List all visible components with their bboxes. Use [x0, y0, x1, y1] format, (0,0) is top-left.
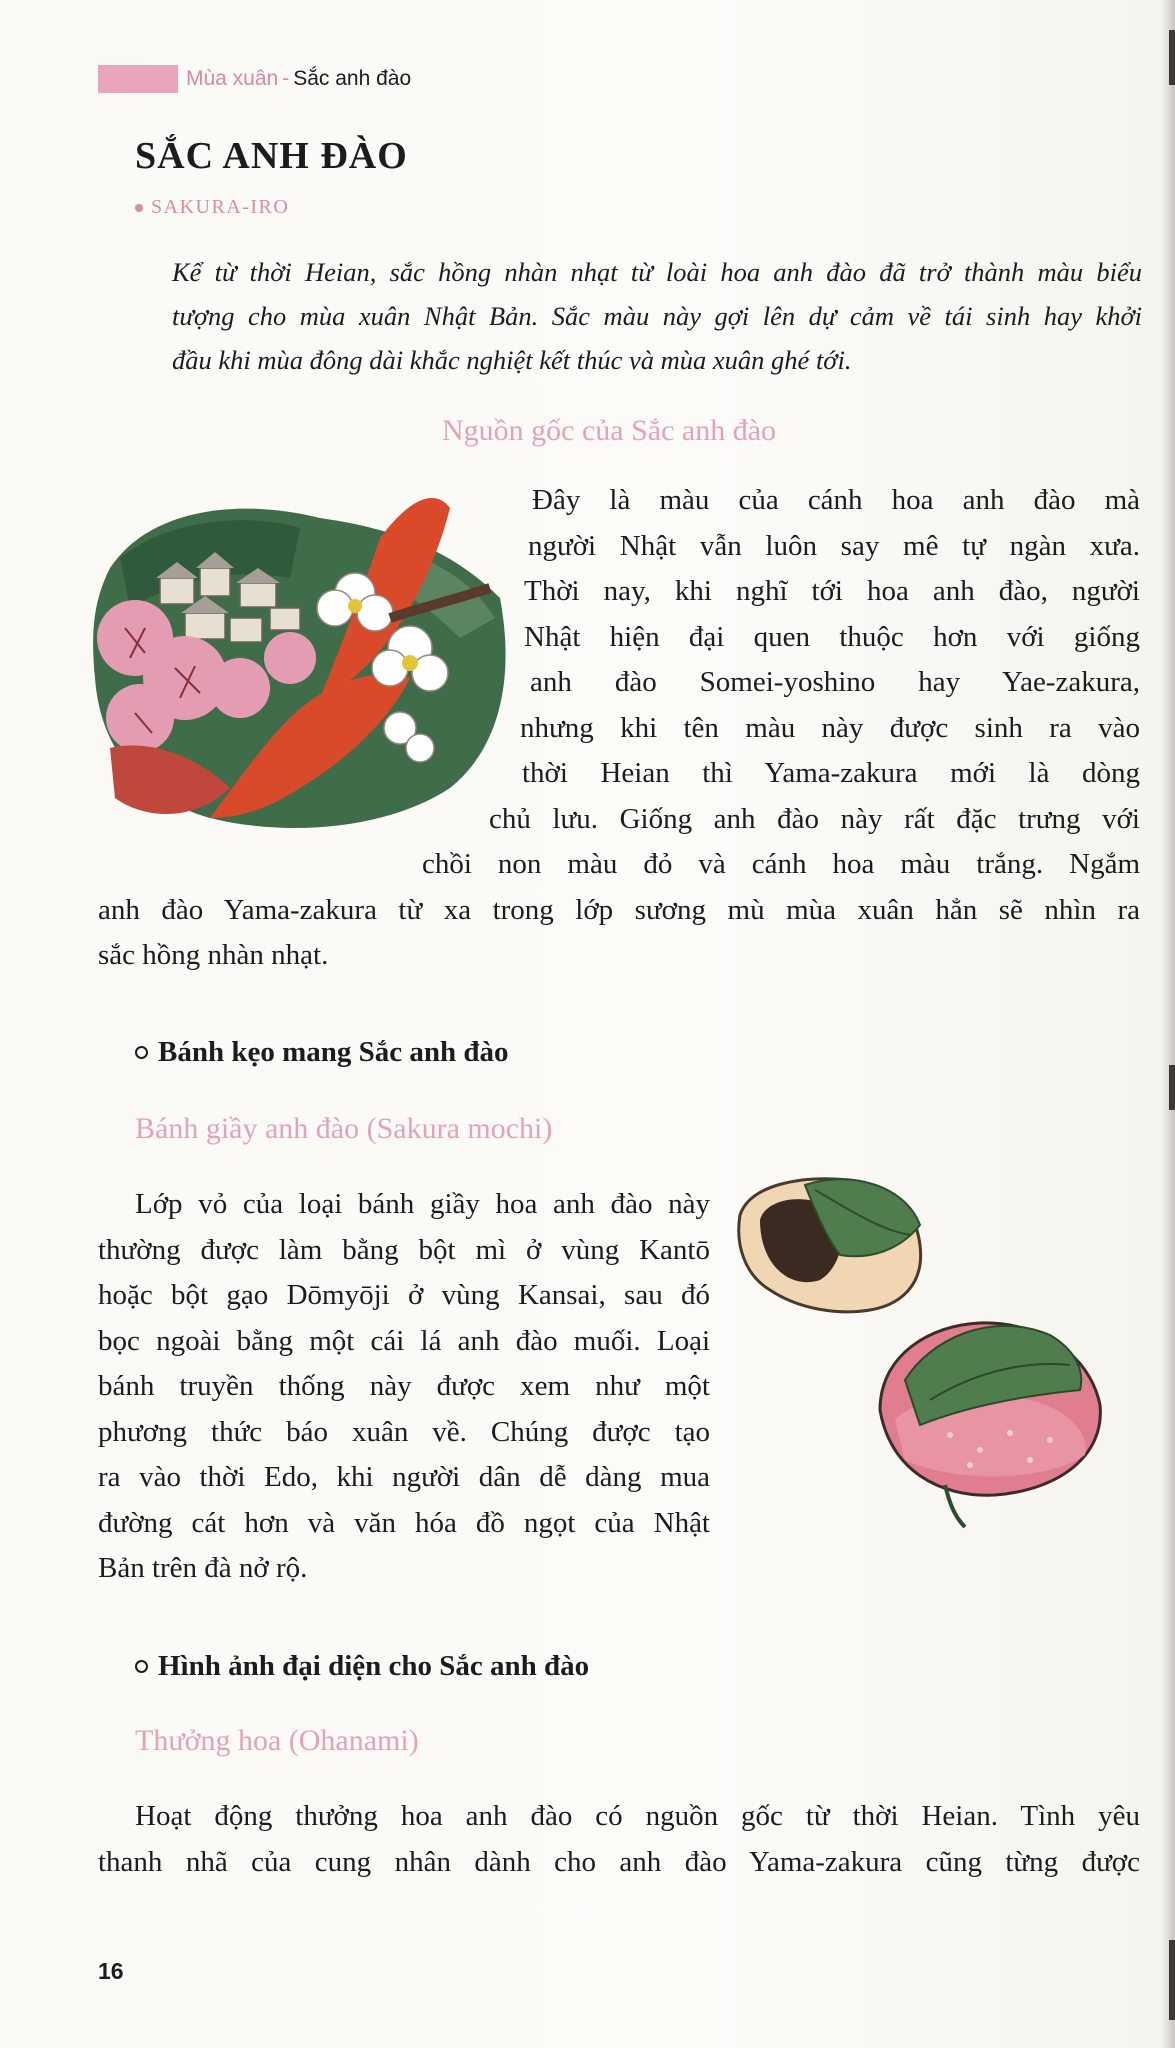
page-edge-mark — [1169, 1065, 1175, 1110]
origin-line: chồi non màu đỏ và cánh hoa màu trắng. Ngắm — [422, 848, 1140, 880]
sweets-line: đường cát hơn và văn hóa đồ ngọt của Nhật — [98, 1506, 710, 1539]
article-subtitle — [135, 196, 289, 219]
running-head — [98, 62, 411, 96]
sweets-line: ra vào thời Edo, khi người dân dễ dàng mua — [98, 1461, 710, 1493]
intro-paragraph — [172, 250, 1142, 382]
imagery-subheading: Thưởng hoa (Ohanami) — [135, 1724, 419, 1757]
intro-line: đầu khi mùa đông dài khắc nghiệt kết thúc và mùa xuân ghé tới. — [172, 345, 852, 375]
article-subtitle-text: SAKURA-IRO — [151, 196, 290, 218]
imagery-line: thanh nhã của cung nhân dành cho anh đào Yama-zakura cũng từng được — [98, 1845, 1140, 1878]
origin-line: người Nhật vẫn luôn say mê tự ngàn xưa. — [528, 529, 1140, 562]
intro-line: tượng cho mùa xuân Nhật Bản. Sắc màu này gợi lên dự cảm về tái sinh hay khởi — [172, 301, 1142, 331]
bullet-ring-icon — [135, 1660, 148, 1673]
origin-line: thời Heian thì Yama-zakura mới là dòng — [522, 757, 1140, 789]
origin-line: anh đào Yama-zakura từ xa trong lớp sương mù mùa xuân hẳn sẽ nhìn ra — [98, 893, 1140, 926]
running-head-separator: - — [282, 67, 290, 90]
sweets-heading-text: Bánh kẹo mang Sắc anh đào — [158, 1036, 509, 1068]
sweets-line: hoặc bột gạo Dōmyōji ở vùng Kansai, sau đó — [98, 1279, 710, 1311]
origin-line: anh đào Somei-yoshino hay Yae-zakura, — [530, 666, 1140, 698]
page-edge-mark — [1169, 30, 1175, 85]
origin-line: Nhật hiện đại quen thuộc hơn với giống — [524, 620, 1140, 653]
imagery-heading — [135, 1650, 589, 1683]
sakura-mochi-illustration — [730, 1165, 1120, 1535]
sweets-heading — [135, 1036, 509, 1069]
origin-wrap-text — [0, 478, 1140, 979]
imagery-heading-text: Hình ảnh đại diện cho Sắc anh đào — [158, 1650, 590, 1682]
running-head-season: Mùa xuân — [186, 67, 279, 90]
origin-line: nhưng khi tên màu này được sinh ra vào — [520, 711, 1140, 744]
sweets-line: Bản trên đà nở rộ. — [98, 1552, 308, 1584]
origin-line: sắc hồng nhàn nhạt. — [98, 939, 329, 971]
article-title: SẮC ANH ĐÀO — [135, 135, 408, 177]
sweets-paragraph — [98, 1182, 710, 1592]
page-edge-shadow — [1161, 0, 1175, 2048]
origin-heading: Nguồn gốc của Sắc anh đào — [442, 414, 777, 447]
origin-line: Thời nay, khi nghĩ tới hoa anh đào, người — [524, 575, 1140, 607]
origin-line: Đây là màu của cánh hoa anh đào mà — [532, 484, 1140, 516]
page-edge-mark — [1169, 1940, 1175, 2020]
running-head-bar — [98, 65, 178, 93]
sweets-line: thường được làm bằng bột mì ở vùng Kantō — [98, 1233, 710, 1266]
sweets-subheading: Bánh giầy anh đào (Sakura mochi) — [135, 1112, 553, 1145]
running-head-title: Sắc anh đào — [293, 67, 412, 90]
bullet-icon — [135, 204, 143, 212]
intro-line: Kể từ thời Heian, sắc hồng nhàn nhạt từ loài hoa anh đào đã trở thành màu biểu — [172, 257, 1142, 287]
page-number: 16 — [98, 1958, 124, 1984]
bullet-ring-icon — [135, 1046, 148, 1059]
sweets-line: Lớp vỏ của loại bánh giầy hoa anh đào này — [135, 1188, 710, 1220]
sweets-line: bánh truyền thống này được xem như một — [98, 1370, 710, 1402]
imagery-paragraph — [98, 1794, 1140, 1885]
sweets-line: bọc ngoài bằng một cái lá anh đào muối. Loại — [98, 1324, 710, 1357]
origin-line: chủ lưu. Giống anh đào này rất đặc trưng với — [489, 802, 1140, 835]
imagery-line: Hoạt động thưởng hoa anh đào có nguồn gốc từ thời Heian. Tình yêu — [135, 1800, 1140, 1832]
sweets-line: phương thức báo xuân về. Chúng được tạo — [98, 1415, 710, 1448]
